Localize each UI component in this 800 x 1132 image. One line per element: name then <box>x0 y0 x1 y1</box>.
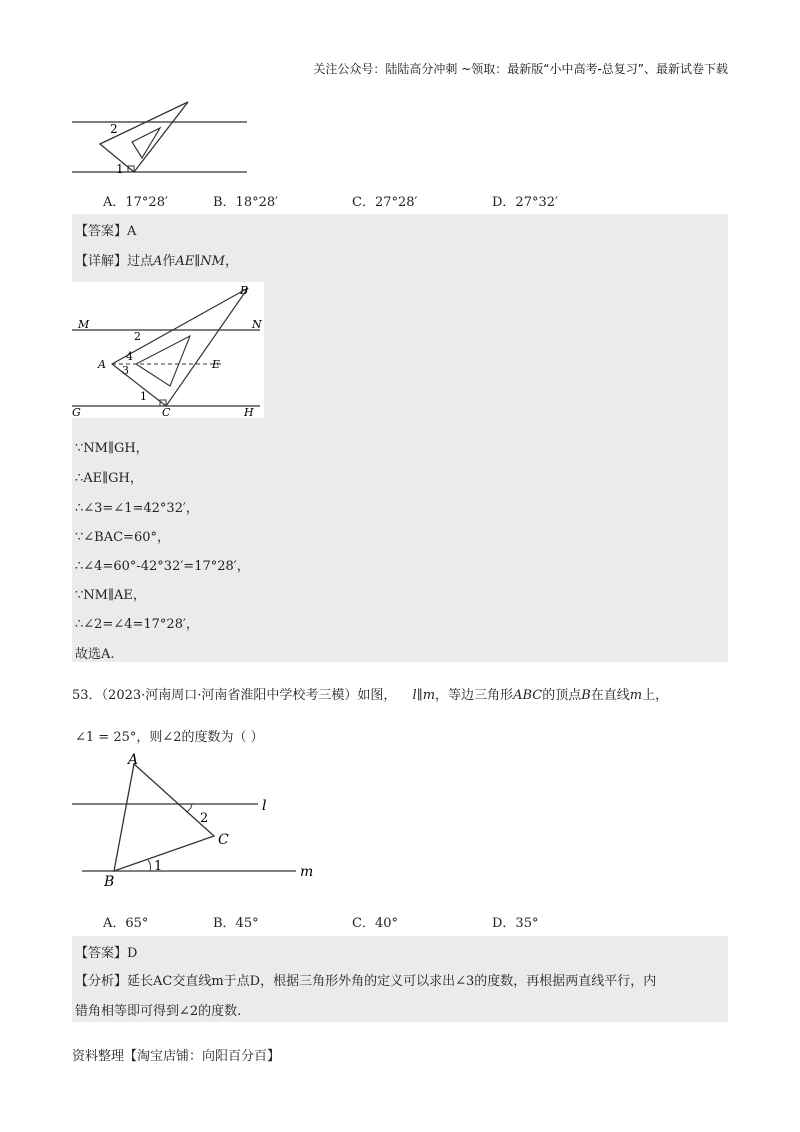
q52-step-4: ∵∠BAC=60°， <box>75 530 170 545</box>
q53-option-c[interactable]: C．40° <box>352 916 398 931</box>
q53-answer: 【答案】D <box>75 946 138 961</box>
fig1-label-1: 1 <box>116 162 124 176</box>
q52-conclusion: 故选A. <box>75 647 115 662</box>
fig2-label-4: 4 <box>126 350 133 363</box>
fig2-label-A: A <box>98 358 106 371</box>
figure-ruler-parallel <box>72 98 252 180</box>
q52-option-c[interactable]: C．27°28′ <box>352 195 418 210</box>
q53-option-a[interactable]: A．65° <box>103 916 149 931</box>
q52-option-a[interactable]: A．17°28′ <box>103 195 168 210</box>
fig2-label-3: 3 <box>122 364 129 377</box>
fig3-label-2: 2 <box>200 811 209 826</box>
q53-option-d[interactable]: D．35° <box>492 916 539 931</box>
page-footer: 资料整理【淘宝店铺：向阳百分百】 <box>72 1049 281 1064</box>
q53-option-b[interactable]: B．45° <box>213 916 259 931</box>
fig2-label-2: 2 <box>134 330 141 343</box>
q52-step-2: ∴AE∥GH， <box>75 471 143 486</box>
fig2-label-M: M <box>78 318 90 331</box>
fig2-label-H: H <box>244 406 254 418</box>
fig3-label-1: 1 <box>154 859 163 874</box>
q53-stem-line1: 53．（2023·河南周口·河南省淮阳中学校考三模）如图， l∥m，等边三角形ABC的顶点B在直线m上， <box>72 688 669 703</box>
fig1-label-2: 2 <box>110 122 118 136</box>
q53-analysis-2: 错角相等即可得到∠2的度数. <box>75 1004 242 1019</box>
fig2-label-C: C <box>162 406 171 418</box>
fig2-label-E: E <box>212 358 221 371</box>
q52-detail-line: 【详解】过点A作AE∥NM， <box>75 254 239 269</box>
figure-construction <box>72 282 264 418</box>
figure-equilateral-triangle <box>72 752 322 892</box>
fig3-label-l: l <box>262 798 267 814</box>
fig3-label-A: A <box>128 752 139 768</box>
q52-step-1: ∵NM∥GH， <box>75 441 149 456</box>
fig3-label-B: B <box>104 874 115 890</box>
fig2-label-1: 1 <box>140 390 147 403</box>
q52-step-3: ∴∠3=∠1=42°32′， <box>75 501 199 516</box>
q52-step-5: ∴∠4=60°-42°32′=17°28′， <box>75 559 250 574</box>
fig2-label-B: B <box>240 284 249 297</box>
page-header: 关注公众号：陆陆高分冲刺 ~领取：最新版“小中高考-总复习”、最新试卷下载 <box>313 62 728 76</box>
fig2-label-N: N <box>252 318 262 331</box>
q52-step-6: ∵NM∥AE， <box>75 588 146 603</box>
fig3-label-C: C <box>218 832 229 848</box>
fig3-label-m: m <box>300 864 314 880</box>
q52-option-d[interactable]: D．27°32′ <box>492 195 558 210</box>
q52-option-b[interactable]: B．18°28′ <box>213 195 279 210</box>
q52-step-7: ∴∠2=∠4=17°28′， <box>75 617 199 632</box>
q52-answer: 【答案】A <box>75 224 137 239</box>
q53-analysis-1: 【分析】延长AC交直线m于点D，根据三角形外角的定义可以求出∠3的度数，再根据两直线平行，内 <box>75 974 657 989</box>
fig2-label-G: G <box>72 406 81 418</box>
q53-stem-line2: ∠1 = 25°，则∠2的度数为（ ） <box>75 730 264 745</box>
